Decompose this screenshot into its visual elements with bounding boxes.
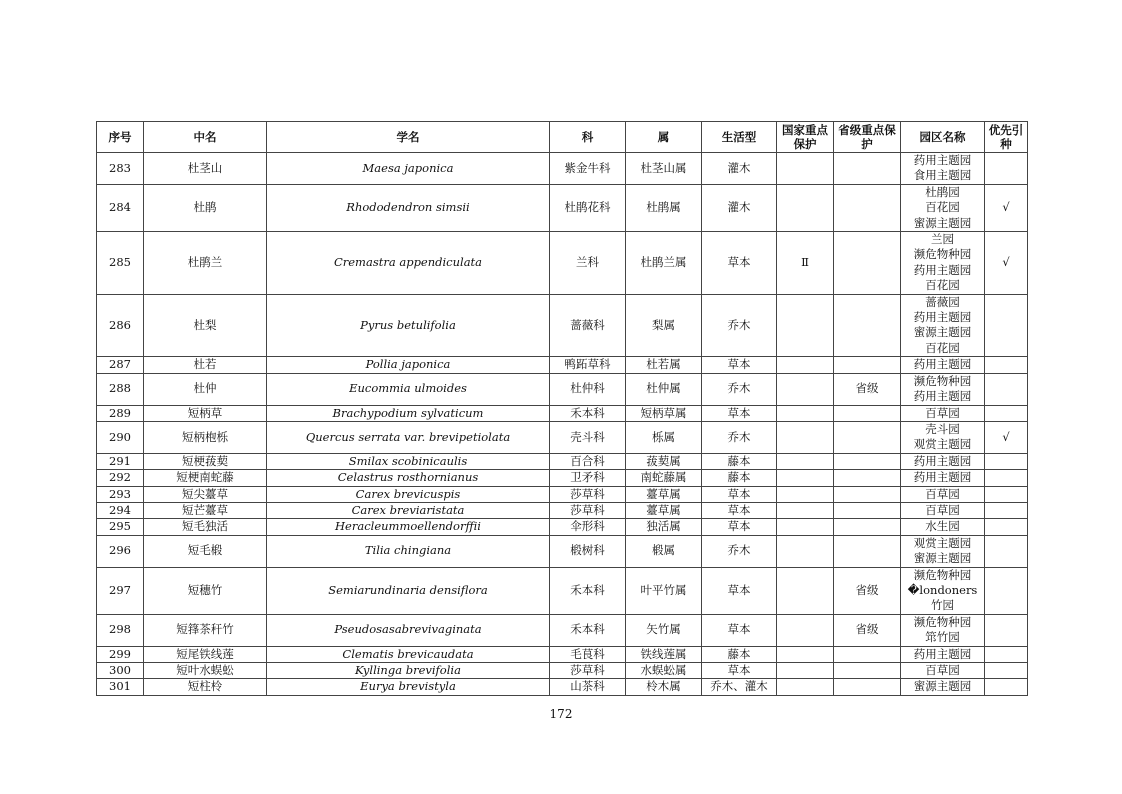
cell-national-protection bbox=[777, 679, 834, 695]
cell-genus: 栎属 bbox=[626, 421, 702, 453]
cell-chinese-name: 短穗竹 bbox=[144, 567, 267, 614]
cell-family: 杜仲科 bbox=[550, 373, 626, 405]
cell-national-protection bbox=[777, 519, 834, 535]
cell-life-form: 草本 bbox=[702, 486, 777, 502]
header-provincial-protection: 省级重点保护 bbox=[834, 122, 901, 153]
header-life-form: 生活型 bbox=[702, 122, 777, 153]
cell-chinese-name: 短尖薹草 bbox=[144, 486, 267, 502]
cell-garden-name: 蜜源主题园 bbox=[901, 679, 985, 695]
cell-no: 299 bbox=[97, 646, 144, 662]
cell-provincial-protection bbox=[834, 646, 901, 662]
cell-chinese-name: 杜茎山 bbox=[144, 153, 267, 185]
cell-priority bbox=[985, 486, 1028, 502]
table-row bbox=[97, 184, 1028, 231]
table-row bbox=[97, 502, 1028, 518]
cell-chinese-name: 短叶水蜈蚣 bbox=[144, 663, 267, 679]
cell-provincial-protection bbox=[834, 357, 901, 373]
header-row bbox=[97, 122, 1028, 153]
cell-garden-name: 药用主题园 bbox=[901, 453, 985, 469]
table-row bbox=[97, 614, 1028, 646]
cell-no: 289 bbox=[97, 405, 144, 421]
cell-scientific-name: Smilax scobinicaulis bbox=[267, 453, 550, 469]
cell-priority bbox=[985, 373, 1028, 405]
cell-genus: 南蛇藤属 bbox=[626, 470, 702, 486]
cell-chinese-name: 杜鹃 bbox=[144, 184, 267, 231]
cell-scientific-name: Carex breviaristata bbox=[267, 502, 550, 518]
cell-genus: 薹草属 bbox=[626, 502, 702, 518]
cell-national-protection: Ⅱ bbox=[777, 232, 834, 295]
cell-priority bbox=[985, 294, 1028, 357]
table-row bbox=[97, 567, 1028, 614]
cell-scientific-name: Quercus serrata var. brevipetiolata bbox=[267, 421, 550, 453]
cell-genus: 杜若属 bbox=[626, 357, 702, 373]
cell-provincial-protection bbox=[834, 421, 901, 453]
plant-table bbox=[96, 121, 1028, 696]
cell-priority bbox=[985, 405, 1028, 421]
cell-priority: √ bbox=[985, 232, 1028, 295]
cell-scientific-name: Clematis brevicaudata bbox=[267, 646, 550, 662]
table-row bbox=[97, 421, 1028, 453]
table-row bbox=[97, 486, 1028, 502]
cell-national-protection bbox=[777, 453, 834, 469]
table-row bbox=[97, 535, 1028, 567]
cell-priority bbox=[985, 453, 1028, 469]
cell-family: 百合科 bbox=[550, 453, 626, 469]
cell-provincial-protection bbox=[834, 663, 901, 679]
cell-national-protection bbox=[777, 470, 834, 486]
cell-scientific-name: Carex brevicuspis bbox=[267, 486, 550, 502]
cell-family: 莎草科 bbox=[550, 486, 626, 502]
cell-garden-name: 蔷薇园 药用主题园 蜜源主题园 百花园 bbox=[901, 294, 985, 357]
cell-provincial-protection bbox=[834, 535, 901, 567]
cell-family: 卫矛科 bbox=[550, 470, 626, 486]
header-national-protection: 国家重点保护 bbox=[777, 122, 834, 153]
cell-priority bbox=[985, 470, 1028, 486]
cell-no: 283 bbox=[97, 153, 144, 185]
table-row bbox=[97, 453, 1028, 469]
cell-garden-name: 百草园 bbox=[901, 663, 985, 679]
cell-family: 山茶科 bbox=[550, 679, 626, 695]
cell-garden-name: 药用主题园 bbox=[901, 470, 985, 486]
cell-genus: 柃木属 bbox=[626, 679, 702, 695]
cell-no: 291 bbox=[97, 453, 144, 469]
cell-chinese-name: 杜鹃兰 bbox=[144, 232, 267, 295]
header-no: 序号 bbox=[97, 122, 144, 153]
cell-family: 鸭跖草科 bbox=[550, 357, 626, 373]
cell-scientific-name: Rhododendron simsii bbox=[267, 184, 550, 231]
table-row bbox=[97, 153, 1028, 185]
cell-priority: √ bbox=[985, 184, 1028, 231]
cell-garden-name: 药用主题园 bbox=[901, 646, 985, 662]
table-row bbox=[97, 663, 1028, 679]
cell-provincial-protection bbox=[834, 453, 901, 469]
table-row bbox=[97, 294, 1028, 357]
cell-national-protection bbox=[777, 646, 834, 662]
cell-family: 莎草科 bbox=[550, 663, 626, 679]
cell-family: 椴树科 bbox=[550, 535, 626, 567]
cell-scientific-name: Pseudosasabrevivaginata bbox=[267, 614, 550, 646]
cell-life-form: 草本 bbox=[702, 663, 777, 679]
cell-scientific-name: Tilia chingiana bbox=[267, 535, 550, 567]
cell-life-form: 灌木 bbox=[702, 184, 777, 231]
cell-priority bbox=[985, 614, 1028, 646]
cell-no: 290 bbox=[97, 421, 144, 453]
page-number: 172 bbox=[549, 707, 573, 721]
cell-priority bbox=[985, 502, 1028, 518]
cell-provincial-protection bbox=[834, 470, 901, 486]
cell-garden-name: 药用主题园 食用主题园 bbox=[901, 153, 985, 185]
cell-chinese-name: 短箨茶秆竹 bbox=[144, 614, 267, 646]
cell-national-protection bbox=[777, 502, 834, 518]
cell-chinese-name: 短梗菝葜 bbox=[144, 453, 267, 469]
table-body bbox=[97, 153, 1028, 696]
cell-provincial-protection bbox=[834, 405, 901, 421]
cell-garden-name: 壳斗园 观赏主题园 bbox=[901, 421, 985, 453]
cell-no: 295 bbox=[97, 519, 144, 535]
cell-priority bbox=[985, 153, 1028, 185]
cell-family: 禾本科 bbox=[550, 405, 626, 421]
cell-chinese-name: 短尾铁线莲 bbox=[144, 646, 267, 662]
cell-provincial-protection bbox=[834, 679, 901, 695]
cell-genus: 短柄草属 bbox=[626, 405, 702, 421]
cell-no: 294 bbox=[97, 502, 144, 518]
cell-provincial-protection bbox=[834, 294, 901, 357]
cell-national-protection bbox=[777, 357, 834, 373]
cell-family: 兰科 bbox=[550, 232, 626, 295]
cell-garden-name: 濒危物种园 筇竹园 bbox=[901, 614, 985, 646]
cell-national-protection bbox=[777, 486, 834, 502]
cell-priority bbox=[985, 535, 1028, 567]
cell-family: 壳斗科 bbox=[550, 421, 626, 453]
cell-chinese-name: 短毛独活 bbox=[144, 519, 267, 535]
cell-life-form: 乔木 bbox=[702, 535, 777, 567]
cell-genus: 梨属 bbox=[626, 294, 702, 357]
cell-no: 300 bbox=[97, 663, 144, 679]
cell-garden-name: 百草园 bbox=[901, 502, 985, 518]
cell-family: 禾本科 bbox=[550, 614, 626, 646]
table-row bbox=[97, 679, 1028, 695]
cell-family: 毛茛科 bbox=[550, 646, 626, 662]
cell-national-protection bbox=[777, 373, 834, 405]
cell-genus: 杜鹃属 bbox=[626, 184, 702, 231]
cell-no: 301 bbox=[97, 679, 144, 695]
cell-chinese-name: 杜仲 bbox=[144, 373, 267, 405]
cell-garden-name: 濒危物种园 �londoners竹园 bbox=[901, 567, 985, 614]
cell-national-protection bbox=[777, 405, 834, 421]
cell-priority bbox=[985, 357, 1028, 373]
table-row bbox=[97, 519, 1028, 535]
cell-genus: 菝葜属 bbox=[626, 453, 702, 469]
cell-scientific-name: Eucommia ulmoides bbox=[267, 373, 550, 405]
cell-garden-name: 药用主题园 bbox=[901, 357, 985, 373]
cell-chinese-name: 短柱柃 bbox=[144, 679, 267, 695]
cell-life-form: 草本 bbox=[702, 357, 777, 373]
table-row bbox=[97, 405, 1028, 421]
cell-priority bbox=[985, 567, 1028, 614]
cell-genus: 椴属 bbox=[626, 535, 702, 567]
cell-no: 298 bbox=[97, 614, 144, 646]
cell-provincial-protection: 省级 bbox=[834, 614, 901, 646]
table-row bbox=[97, 646, 1028, 662]
cell-provincial-protection bbox=[834, 486, 901, 502]
cell-genus: 铁线莲属 bbox=[626, 646, 702, 662]
cell-family: 莎草科 bbox=[550, 502, 626, 518]
cell-life-form: 草本 bbox=[702, 567, 777, 614]
cell-priority: √ bbox=[985, 421, 1028, 453]
cell-scientific-name: Brachypodium sylvaticum bbox=[267, 405, 550, 421]
cell-life-form: 草本 bbox=[702, 232, 777, 295]
cell-national-protection bbox=[777, 663, 834, 679]
cell-garden-name: 杜鹃园 百花园 蜜源主题园 bbox=[901, 184, 985, 231]
cell-life-form: 草本 bbox=[702, 519, 777, 535]
cell-provincial-protection bbox=[834, 519, 901, 535]
header-chinese-name: 中名 bbox=[144, 122, 267, 153]
cell-life-form: 藤本 bbox=[702, 646, 777, 662]
cell-no: 284 bbox=[97, 184, 144, 231]
cell-provincial-protection: 省级 bbox=[834, 373, 901, 405]
cell-national-protection bbox=[777, 184, 834, 231]
cell-provincial-protection bbox=[834, 153, 901, 185]
cell-garden-name: 濒危物种园 药用主题园 bbox=[901, 373, 985, 405]
cell-provincial-protection bbox=[834, 184, 901, 231]
header-family: 科 bbox=[550, 122, 626, 153]
cell-no: 286 bbox=[97, 294, 144, 357]
cell-scientific-name: Cremastra appendiculata bbox=[267, 232, 550, 295]
cell-life-form: 乔木 bbox=[702, 294, 777, 357]
table-row bbox=[97, 232, 1028, 295]
header-garden-name: 园区名称 bbox=[901, 122, 985, 153]
cell-garden-name: 水生园 bbox=[901, 519, 985, 535]
cell-life-form: 藤本 bbox=[702, 470, 777, 486]
cell-scientific-name: Eurya brevistyla bbox=[267, 679, 550, 695]
cell-garden-name: 百草园 bbox=[901, 405, 985, 421]
cell-garden-name: 观赏主题园 蜜源主题园 bbox=[901, 535, 985, 567]
cell-genus: 薹草属 bbox=[626, 486, 702, 502]
cell-genus: 叶平竹属 bbox=[626, 567, 702, 614]
cell-no: 293 bbox=[97, 486, 144, 502]
cell-chinese-name: 短柄草 bbox=[144, 405, 267, 421]
cell-genus: 杜仲属 bbox=[626, 373, 702, 405]
cell-no: 288 bbox=[97, 373, 144, 405]
cell-scientific-name: Kyllinga brevifolia bbox=[267, 663, 550, 679]
cell-life-form: 草本 bbox=[702, 614, 777, 646]
cell-provincial-protection bbox=[834, 502, 901, 518]
cell-provincial-protection bbox=[834, 232, 901, 295]
cell-garden-name: 兰园 濒危物种园 药用主题园 百花园 bbox=[901, 232, 985, 295]
cell-genus: 杜鹃兰属 bbox=[626, 232, 702, 295]
cell-genus: 矢竹属 bbox=[626, 614, 702, 646]
cell-scientific-name: Pyrus betulifolia bbox=[267, 294, 550, 357]
table-row bbox=[97, 357, 1028, 373]
cell-scientific-name: Semiarundinaria densiflora bbox=[267, 567, 550, 614]
cell-life-form: 灌木 bbox=[702, 153, 777, 185]
cell-national-protection bbox=[777, 294, 834, 357]
cell-national-protection bbox=[777, 614, 834, 646]
cell-no: 297 bbox=[97, 567, 144, 614]
cell-life-form: 草本 bbox=[702, 502, 777, 518]
cell-life-form: 乔木、灌木 bbox=[702, 679, 777, 695]
cell-scientific-name: Heracleummoellendorffii bbox=[267, 519, 550, 535]
cell-no: 296 bbox=[97, 535, 144, 567]
cell-priority bbox=[985, 519, 1028, 535]
cell-chinese-name: 短芒薹草 bbox=[144, 502, 267, 518]
cell-chinese-name: 杜梨 bbox=[144, 294, 267, 357]
cell-chinese-name: 短梗南蛇藤 bbox=[144, 470, 267, 486]
cell-genus: 独活属 bbox=[626, 519, 702, 535]
cell-no: 285 bbox=[97, 232, 144, 295]
cell-priority bbox=[985, 646, 1028, 662]
cell-family: 禾本科 bbox=[550, 567, 626, 614]
table-row bbox=[97, 470, 1028, 486]
header-genus: 属 bbox=[626, 122, 702, 153]
cell-family: 伞形科 bbox=[550, 519, 626, 535]
cell-no: 292 bbox=[97, 470, 144, 486]
cell-family: 蔷薇科 bbox=[550, 294, 626, 357]
cell-chinese-name: 短毛椴 bbox=[144, 535, 267, 567]
cell-national-protection bbox=[777, 421, 834, 453]
cell-chinese-name: 短柄枹栎 bbox=[144, 421, 267, 453]
cell-life-form: 乔木 bbox=[702, 373, 777, 405]
cell-family: 紫金牛科 bbox=[550, 153, 626, 185]
cell-life-form: 草本 bbox=[702, 405, 777, 421]
table-row bbox=[97, 373, 1028, 405]
cell-national-protection bbox=[777, 567, 834, 614]
cell-national-protection bbox=[777, 535, 834, 567]
cell-scientific-name: Pollia japonica bbox=[267, 357, 550, 373]
cell-garden-name: 百草园 bbox=[901, 486, 985, 502]
cell-national-protection bbox=[777, 153, 834, 185]
header-priority: 优先引种 bbox=[985, 122, 1028, 153]
header-scientific-name: 学名 bbox=[267, 122, 550, 153]
cell-chinese-name: 杜若 bbox=[144, 357, 267, 373]
cell-genus: 杜茎山属 bbox=[626, 153, 702, 185]
cell-priority bbox=[985, 663, 1028, 679]
cell-life-form: 藤本 bbox=[702, 453, 777, 469]
cell-life-form: 乔木 bbox=[702, 421, 777, 453]
cell-scientific-name: Maesa japonica bbox=[267, 153, 550, 185]
cell-priority bbox=[985, 679, 1028, 695]
cell-family: 杜鹃花科 bbox=[550, 184, 626, 231]
cell-scientific-name: Celastrus rosthornianus bbox=[267, 470, 550, 486]
cell-genus: 水蜈蚣属 bbox=[626, 663, 702, 679]
cell-provincial-protection: 省级 bbox=[834, 567, 901, 614]
cell-no: 287 bbox=[97, 357, 144, 373]
